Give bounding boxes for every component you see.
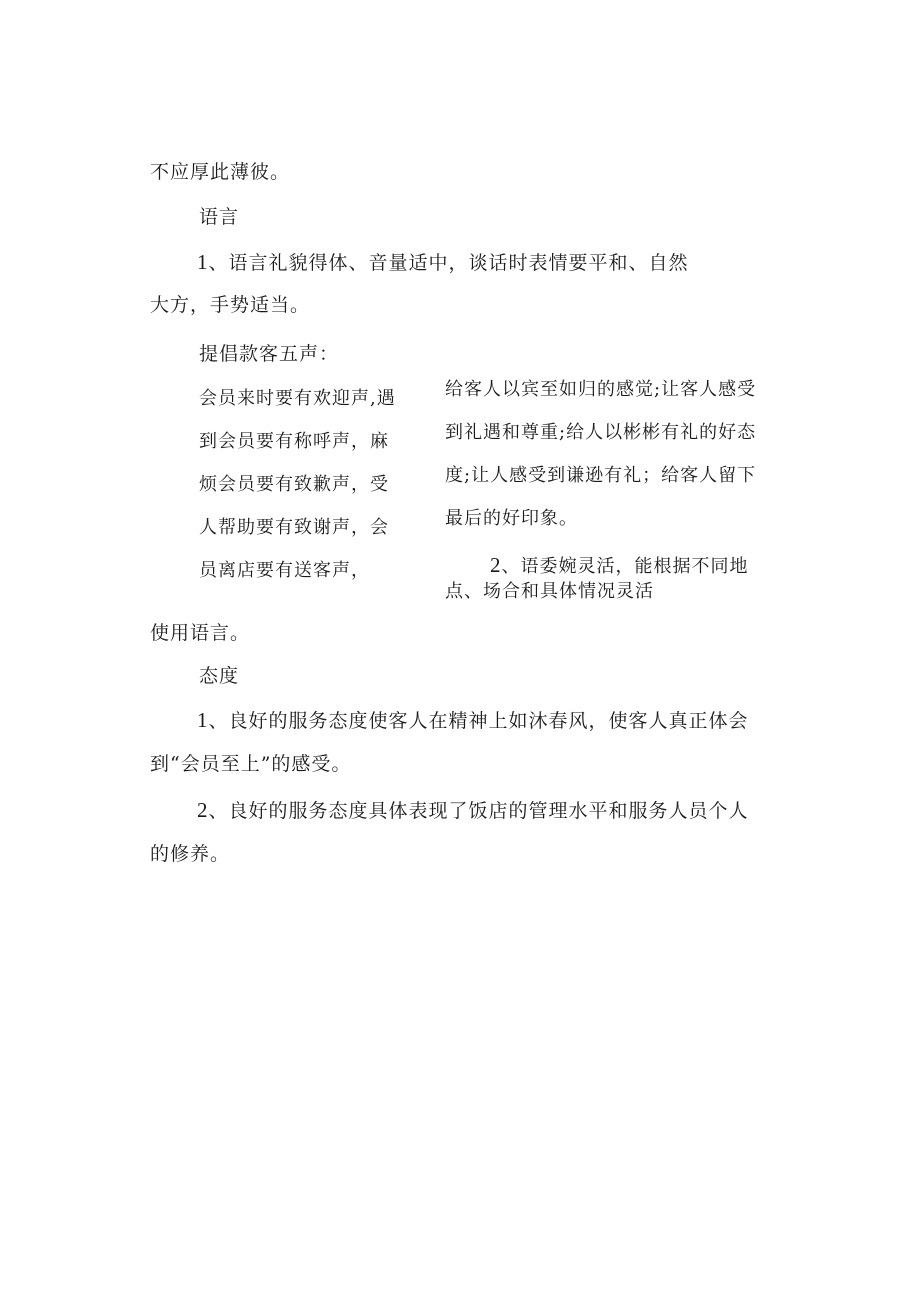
- five-sounds-title: 提倡款客五声：: [199, 343, 340, 365]
- item-text: 、语委婉灵活，能根据不同地: [501, 556, 749, 577]
- section-heading-language: 语言: [199, 206, 240, 228]
- attitude-item-1-continued: 到“会员至上”的感受。: [150, 753, 352, 775]
- item-text: 、良好的服务态度使客人在精神上如沐春风，使客人真正体会: [208, 710, 749, 732]
- item-number: 2: [197, 798, 209, 822]
- item-number: 1: [197, 250, 209, 274]
- right-column-line: 到礼遇和尊重;给人以彬彬有礼的好态: [445, 422, 757, 443]
- section-heading-attitude: 态度: [199, 665, 240, 687]
- right-column-line: 最后的好印象。: [445, 508, 578, 529]
- attitude-item-2-continued: 的修养。: [150, 843, 231, 865]
- language-item-2-end: 使用语言。: [150, 622, 251, 644]
- item-text: 、语言礼貌得体、音量适中，谈话时表情要平和、自然: [208, 252, 689, 274]
- right-column-line: 给客人以宾至如归的感觉;让客人感受: [445, 379, 757, 400]
- left-column-line: 员离店要有送客声，: [199, 560, 370, 581]
- item-text: 、良好的服务态度具体表现了饭店的管理水平和服务人员个人: [208, 800, 749, 822]
- right-column-line: 度;让人感受到谦逊有礼；给客人留下: [445, 465, 757, 486]
- attitude-item-2: [197, 798, 749, 823]
- left-column-line: 烦会员要有致歉声，受: [199, 474, 389, 495]
- left-column-line: 会员来时要有欢迎声,遇: [199, 388, 396, 409]
- language-item-2: [490, 553, 749, 579]
- item-number: 1: [197, 708, 209, 732]
- paragraph-continuation: 不应厚此薄彼。: [150, 161, 291, 183]
- left-column-line: 人帮助要有致谢声，会: [199, 517, 389, 538]
- language-item-1-continued: 大方，手势适当。: [150, 294, 311, 316]
- attitude-item-1: [197, 708, 749, 733]
- language-item-2-continued: 点、场合和具体情况灵活: [445, 581, 654, 602]
- left-column-line: 到会员要有称呼声，麻: [199, 431, 389, 452]
- language-item-1: [197, 250, 689, 275]
- item-number: 2: [490, 553, 502, 577]
